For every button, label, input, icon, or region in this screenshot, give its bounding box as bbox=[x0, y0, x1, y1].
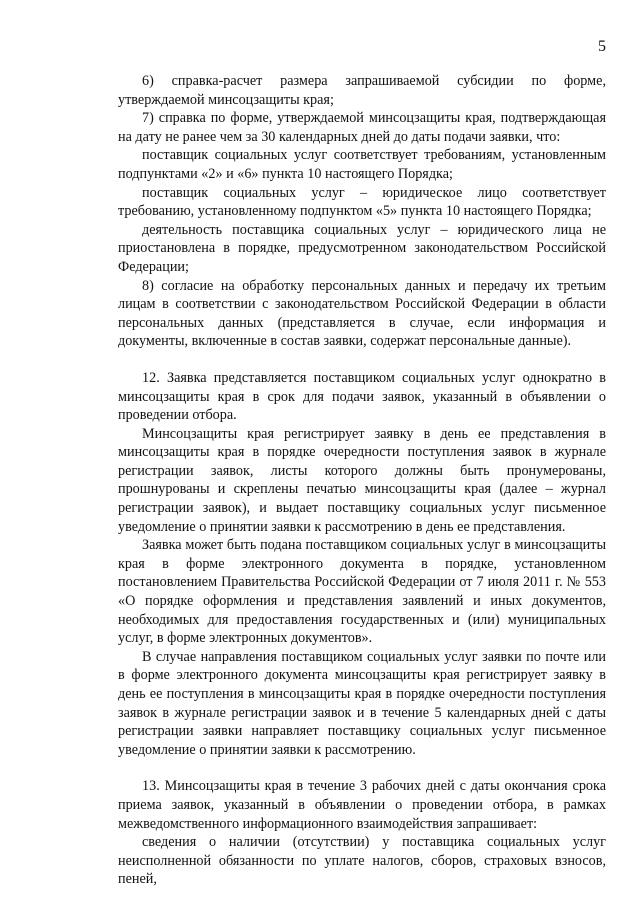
paragraph-electronic-submission: Заявка может быть подана поставщиком социальных услуг в минсоцзащиты края в форме электронного документа в порядке, установленном постановлением Правительства Российской Федерации от 7 июля 2011 г. № 553 «О порядке оформления и представления заявлений и иных документов, необходимых для предоставления государственных и (или) муниципальных услуг, в форме электронных документов». bbox=[118, 537, 606, 647]
paragraph-section-12: 12. Заявка представляется поставщиком социальных услуг однократно в минсоцзащиты края в срок для подачи заявок, указанный в объявлении о проведении отбора. bbox=[118, 369, 606, 424]
paragraph-section-13: 13. Минсоцзащиты края в течение 3 рабочих дней с даты окончания срока приема заявок, указанный в объявлении о проведении отбора, в рамках межведомственного информационного взаимодействия запрашивает: bbox=[118, 778, 606, 832]
page-number: 5 bbox=[598, 38, 606, 55]
paragraph-item-8-consent: 8) согласие на обработку персональных данных и передачу их третьим лицам в соответствии с законодательством Российской Федерации в области персональных данных (представляется в случае, если информация и документы, включенные в состав заявки, содержат персональные данные). bbox=[118, 277, 606, 350]
paragraph-requirement-5: поставщик социальных услуг – юридическое лицо соответствует требованию, установленному подпунктом «5» пункта 10 настоящего Порядка; bbox=[118, 184, 606, 220]
paragraph-registration: Минсоцзащиты края регистрирует заявку в день ее представления в минсоцзащиты края в порядке очередности поступления заявок в журнале регистрации заявок, листы которого должны быть пронумерованы, прошнурованы и скреплены печатью минсоцзащиты края (далее – журнал регистрации заявок), и выдает поставщику социальных услуг письменное уведомление о принятии заявки к рассмотрению в день ее представления. bbox=[118, 425, 606, 535]
paragraph-tax-info: сведения о наличии (отсутствии) у поставщика социальных услуг неисполненной обязанности по уплате налогов, сборов, страховых взносов, пеней, bbox=[118, 834, 606, 888]
document-body bbox=[118, 72, 606, 889]
paragraph-mail-submission: В случае направления поставщиком социальных услуг заявки по почте или в форме электронного документа минсоцзащиты края регистрирует заявку в день ее поступления в минсоцзащиты края в порядке очередности поступления заявок в журнале регистрации заявок и в течение 5 календарных дней с даты регистрации заявки направляет поставщику социальных услуг письменное уведомление о принятии заявки к рассмотрению. bbox=[118, 648, 606, 758]
paragraph-activity-not-suspended: деятельность поставщика социальных услуг – юридического лица не приостановлена в порядке, предусмотренном законодательством Российской Федерации; bbox=[118, 221, 606, 275]
paragraph-item-7-certificate: 7) справка по форме, утверждаемой минсоцзащиты края, подтверждающая на дату не ранее чем за 30 календарных дней до даты подачи заявки, что: bbox=[118, 110, 606, 145]
paragraph-item-6-subsidy-calc: 6) справка-расчет размера запрашиваемой субсидии по форме, утверждаемой минсоцзащиты края; bbox=[118, 73, 606, 108]
paragraph-requirements-2-6: поставщик социальных услуг соответствует требованиям, установленным подпунктами «2» и «6» пункта 10 настоящего Порядка; bbox=[118, 147, 606, 182]
